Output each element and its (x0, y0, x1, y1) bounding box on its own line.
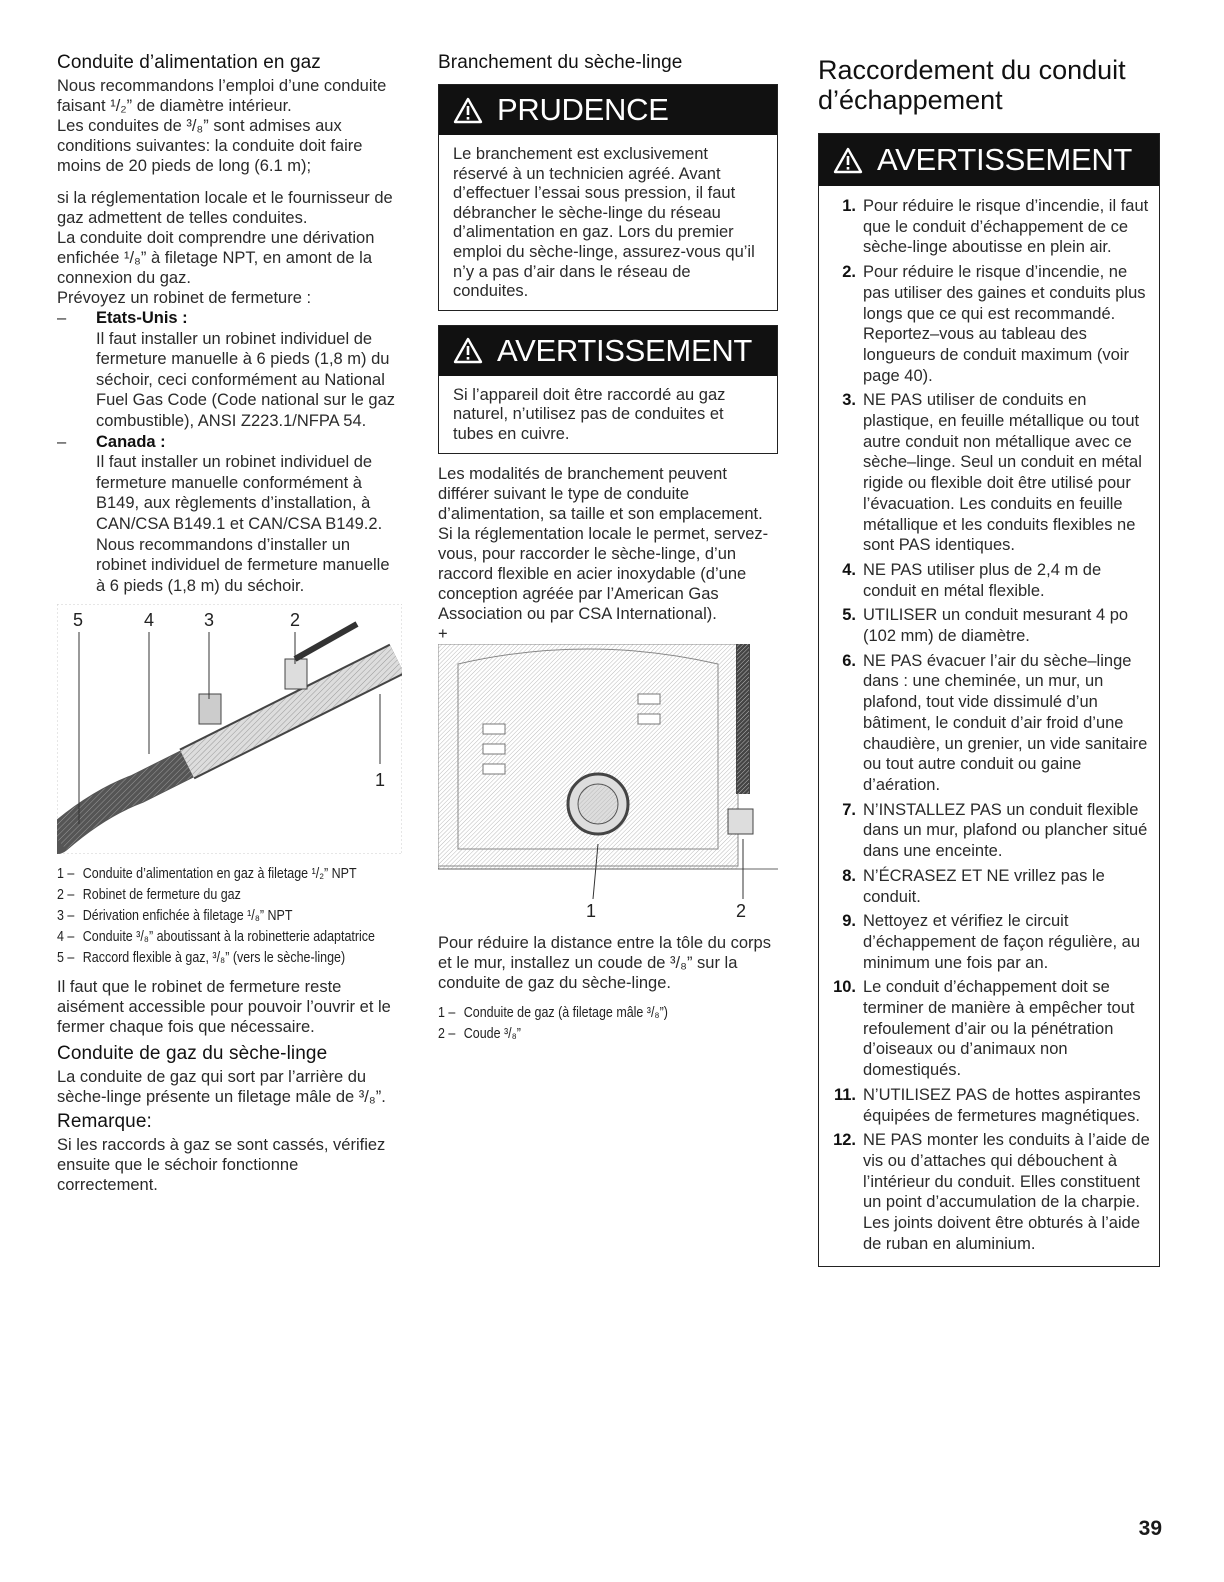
warning-title: AVERTISSEMENT (877, 142, 1133, 177)
paragraph: Pour réduire la distance entre la tôle du corps et le mur, installez un coude de ³/₈” sur la conduite de gaz du sèche-linge. (438, 933, 771, 992)
figure-label: 2 (290, 610, 301, 631)
paragraph: Nous recommandons l’emploi d’une conduite faisant ¹/₂” de diamètre intérieur. (57, 77, 387, 115)
caution-box (438, 84, 778, 311)
warning-triangle-icon (833, 147, 863, 174)
paragraph: Les modalités de branchement peuvent différer suivant le type de conduite d’alimentation, sa taille et son emplacement. (438, 464, 763, 523)
column-middle (438, 52, 778, 1053)
list-item: 5. UTILISER un conduit mesurant 4 po (102 mm) de diamètre. (842, 606, 1129, 646)
warning-triangle-icon (453, 337, 483, 364)
heading-gas-supply: Conduite d’alimentation en gaz (57, 52, 321, 73)
paragraph: si la réglementation locale et le fournisseur de gaz admettent de telles conduites. (57, 189, 393, 227)
caution-text: Le branchement est exclusivement réservé à un technicien agréé. Avant d’effectuer l’essai sous pression, il faut débrancher le sèche-linge du réseau d’alimentation en gaz. Lors du premier emploi du sèche-linge, assurez-vous qu’il n’y a pas d’air dans le réseau de conduites. (453, 145, 755, 301)
figure-label: 3 (204, 610, 215, 631)
paragraph: La conduite doit comprendre une dérivation enfichée ¹/₈” à filetage NPT, en amont de la connexion du gaz. (57, 229, 375, 287)
warning-title: AVERTISSEMENT (497, 332, 753, 368)
paragraph: Les conduites de ³/₈” sont admises aux conditions suivantes: la conduite doit faire moins de 20 pieds de long (6.1 m); (57, 117, 363, 175)
paragraph: Prévoyez un robinet de fermeture : (57, 289, 312, 307)
dryer-back-figure (438, 644, 778, 919)
list-item: 2. Pour réduire le risque d’incendie, ne pas utiliser des gaines et conduits plus longs que ce qui est recommandé. Reportez–vous au tableau des longueurs de conduit maximum (voir page 40). (842, 263, 1146, 385)
warning-header (439, 326, 777, 376)
caution-title: PRUDENCE (497, 92, 669, 127)
list-item: 9. Nettoyez et vérifiez le circuit d’échappement de façon régulière, au minimum une fois par an. (842, 912, 1141, 972)
list-item: 4. NE PAS utiliser plus de 2,4 m de conduit en métal flexible. (842, 560, 1102, 600)
gas-pipe-figure (57, 604, 402, 854)
caption-item: 4 – Conduite ³/₈” aboutissant à la robinetterie adaptatrice (57, 929, 375, 946)
section-title: Raccordement du conduit d’échappement (818, 55, 1126, 115)
exhaust-warning-box (818, 133, 1160, 1267)
list-item-heading: Etats-Unis : (96, 309, 188, 327)
page-number: 39 (1138, 1517, 1162, 1540)
warning-triangle-icon (453, 97, 483, 124)
figure-captions (57, 864, 402, 969)
caption-item: 1 – Conduite d’alimentation en gaz à filetage ¹/₂” NPT (57, 866, 357, 883)
heading-dryer-gas-line: Conduite de gaz du sèche-linge (57, 1043, 328, 1065)
paragraph: Si les raccords à gaz se sont cassés, vérifiez ensuite que le séchoir fonctionne correctement. (57, 1136, 386, 1195)
list-item: 7. N’INSTALLEZ PAS un conduit flexible dans un mur, plafond ou plancher situé dans une enceinte. (842, 800, 1148, 861)
list-item: 3. NE PAS utiliser de conduits en plastique, en feuille métallique ou tout autre conduit non métallique avec ce sèche–linge. Seul un conduit en métal rigide ou flexible doit être utilisé pour l’évacuation. Les conduits en feuille métallique et les conduits flexibles ne sont PAS identiques. (842, 391, 1142, 555)
warning-header (819, 134, 1159, 186)
list-item: 10. Le conduit d’échappement doit se terminer de manière à empêcher tout refoulement d’air ou la pénétration d’oiseaux ou d’animaux non domestiqués. (833, 978, 1135, 1080)
list-item: 1. Pour réduire le risque d’incendie, il faut que le conduit d’échappement de ce sèche-linge aboutisse en plein air. (842, 197, 1149, 257)
figure-label: 2 (736, 900, 747, 919)
figure-label: 5 (73, 610, 84, 631)
caption-item: 1 – Conduite de gaz (à filetage mâle ³/₈”) (438, 1004, 668, 1021)
caption-item: 3 – Dérivation enfichée à filetage ¹/₈” NPT (57, 908, 293, 925)
caption-item: 2 – Coude ³/₈” (438, 1025, 521, 1042)
list-item: – Etats-Unis : Il faut installer un robinet individuel de fermeture manuelle à 6 pieds (1,8 m) du séchoir, ceci conformément au National Fuel Gas Code (Code national sur le gaz combustible), ANSI Z223.1/NFPA 54. (57, 308, 402, 432)
list-item: – Canada : Il faut installer un robinet individuel de fermeture manuelle conformément à B149, aux règlements d’installation, à CAN/CSA B149.1 et CAN/CSA B149.2. Nous recommandons d’installer un robinet individuel de fermeture manuelle à 6 pieds (1,8 m) du séchoir. (57, 432, 402, 597)
paragraph: Il faut que le robinet de fermeture reste aisément accessible pour pouvoir l’ouvrir et le fermer chaque fois que nécessaire. (57, 978, 391, 1037)
list-item-heading: Canada : (96, 432, 166, 451)
figure-captions (438, 1003, 778, 1045)
list-item: 6. NE PAS évacuer l’air du sèche–linge dans : une cheminée, un mur, un plafond, tout vide dissimulé d’un bâtiment, le conduit d’air froid d’une chaudière, un grenier, un vide sanitaire ou tout autre conduit ou gaine d’aération. (842, 651, 1148, 794)
list-item: 12. NE PAS monter les conduits à l’aide de vis ou d’attaches qui débouchent à l’intérieur du conduit. Elles constituent un point d’accumulation de la charpie. Les joints doivent être obturés à l’aide de ruban en aluminium. (833, 1131, 1150, 1253)
heading-dryer-connection: Branchement du sèche-linge (438, 52, 683, 73)
warning-box (438, 325, 778, 454)
column-left (57, 52, 402, 1195)
caption-item: 2 – Robinet de fermeture du gaz (57, 887, 241, 904)
paragraph: Si la réglementation locale le permet, servez-vous, pour raccorder le sèche-linge, d’un raccord flexible en acier inoxydable (d’une conception agréée par l’American Gas Association ou par CSA International). (438, 524, 769, 623)
caution-header (439, 85, 777, 135)
warning-text: Si l’appareil doit être raccordé au gaz naturel, n’utilisez pas de conduites et tubes en cuivre. (453, 385, 726, 443)
shutoff-valve-list (57, 308, 402, 596)
plus-marker: + (438, 624, 448, 643)
list-item-text: Il faut installer un robinet individuel de fermeture manuelle à 6 pieds (1,8 m) du séchoir, ceci conformément au National Fuel Gas Code (Code national sur le gaz combustible), ANSI Z223.1/NFPA 54. (96, 329, 395, 430)
paragraph: La conduite de gaz qui sort par l’arrière du sèche-linge présente un filetage mâle de ³/₈”. (57, 1068, 386, 1107)
list-item-text: Il faut installer un robinet individuel de fermeture manuelle conformément à B149, aux règlements d’installation, à CAN/CSA B149.1 et CAN/CSA B149.2. Nous recommandons d’installer un robinet individuel de fermeture manuelle à 6 pieds (1,8 m) du séchoir. (96, 453, 390, 595)
figure-label: 1 (375, 770, 386, 791)
list-item: 11. N’UTILISEZ PAS de hottes aspirantes équipées de fermetures magnétiques. (833, 1085, 1141, 1125)
column-right (818, 55, 1160, 1267)
caption-item: 5 – Raccord flexible à gaz, ³/₈” (vers le sèche-linge) (57, 950, 346, 967)
heading-note: Remarque: (57, 1111, 152, 1133)
exhaust-rules-list (819, 196, 1153, 1254)
figure-label: 1 (586, 900, 597, 919)
figure-label: 4 (144, 610, 155, 631)
list-item: 8. N’ÉCRASEZ ET NE vrillez pas le conduit. (842, 866, 1105, 906)
